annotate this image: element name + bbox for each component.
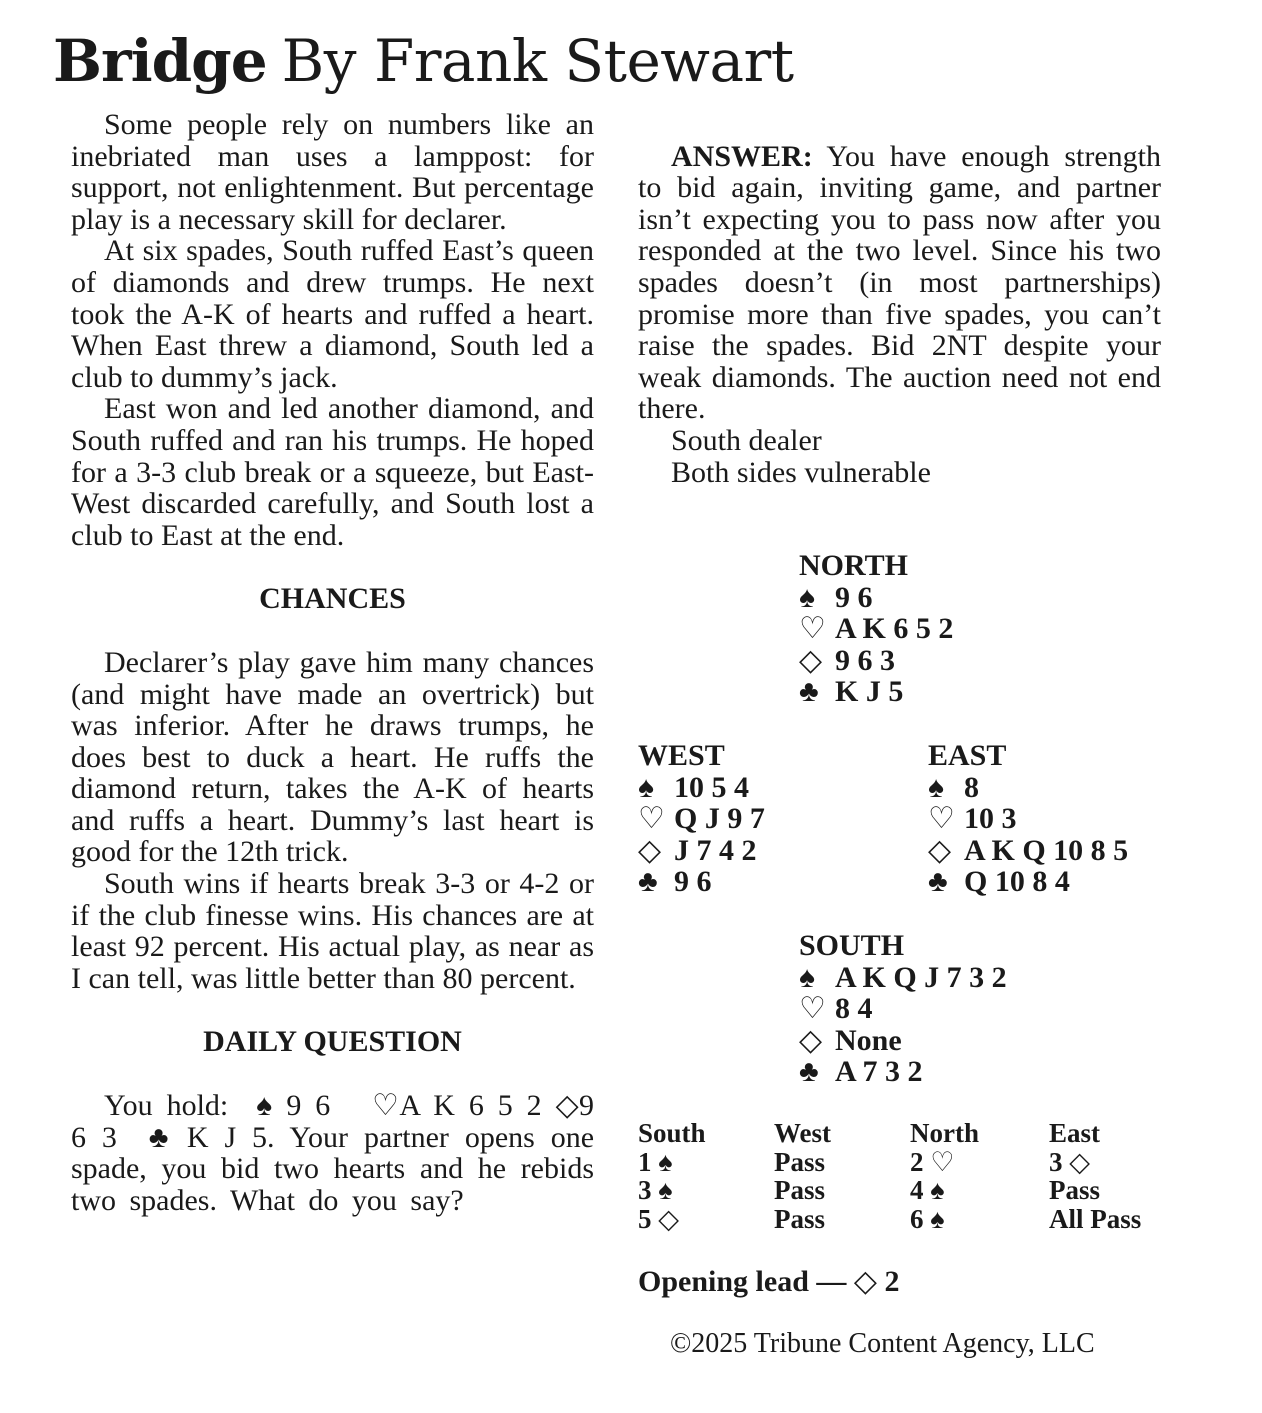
west-clubs: 9 6 xyxy=(674,865,712,899)
south-diamonds: None xyxy=(835,1023,902,1057)
daily-question-heading: DAILY QUESTION xyxy=(203,1025,462,1059)
bid-level: 6 xyxy=(910,1203,924,1234)
east-hearts: 10 3 xyxy=(964,802,1017,836)
heart-icon: ♡ xyxy=(638,802,665,836)
heart-icon: ♡ xyxy=(799,992,826,1026)
north-diamonds: 9 6 3 xyxy=(835,643,895,677)
south-label: SOUTH xyxy=(799,929,905,962)
club-icon: ♣ xyxy=(638,865,658,899)
intro-paragraph: East won and led another diamond, and South ruffed and ran his trumps. He hoped for a 3-3 club break or a squeeze, but East-West discarded carefully, and South lost a club to East at the end. xyxy=(71,392,594,552)
spade-icon: ♠ xyxy=(256,1089,273,1123)
auction-row xyxy=(638,1176,1179,1205)
intro-paragraph: At six spades, South ruffed East’s queen of diamonds and drew trumps. He next took the A-K of hearts and ruffed a heart. When East threw a diamond, South led a club to dummy’s jack. xyxy=(71,234,594,394)
bid-pass: Pass xyxy=(774,1203,826,1234)
right-column xyxy=(638,109,1161,488)
spade-icon: ♠ xyxy=(799,580,815,614)
heart-icon: ♡ xyxy=(372,1089,400,1123)
east-label: EAST xyxy=(928,739,1007,772)
spade-icon: ♠ xyxy=(638,770,654,804)
opening-lead-card: 2 xyxy=(884,1265,900,1298)
bid-level: 4 xyxy=(910,1175,924,1205)
question-hearts: A K 6 5 2 xyxy=(399,1089,542,1123)
bid-pass: Pass xyxy=(774,1146,826,1177)
diamond-icon: ◇ xyxy=(638,833,662,867)
east-clubs: Q 10 8 4 xyxy=(964,865,1070,899)
copyright: ©2025 Tribune Content Agency, LLC xyxy=(670,1328,1095,1359)
opening-lead-label: Opening lead — xyxy=(638,1265,847,1298)
auction-header: South xyxy=(638,1118,706,1148)
heart-icon: ♡ xyxy=(930,1146,955,1177)
bid-pass: Pass xyxy=(774,1175,826,1205)
club-icon: ♣ xyxy=(928,865,948,899)
diamond-icon: ◇ xyxy=(799,1023,823,1057)
diamond-icon: ◇ xyxy=(1069,1146,1091,1177)
answer-paragraph xyxy=(638,141,1161,425)
east-hand xyxy=(928,740,1128,898)
chances-heading: CHANCES xyxy=(259,582,406,616)
east-spades: 8 xyxy=(964,770,979,804)
spade-icon: ♠ xyxy=(658,1175,673,1205)
south-spades: A K Q J 7 3 2 xyxy=(835,960,1007,994)
spade-icon: ♠ xyxy=(930,1203,945,1234)
north-hearts: A K 6 5 2 xyxy=(835,612,954,646)
auction-row xyxy=(638,1205,1179,1234)
answer-text: You have enough strength to bid again, inviting game, and partner isn’t expecting you to pass now after you responded at the two level. Since his two spades doesn’t (in most partnerships) promise more than five spades, you can’t raise the spades. Bid 2NT despite your weak diamonds. The auction need not end there. xyxy=(638,139,1162,426)
spade-icon: ♠ xyxy=(928,770,944,804)
dealer-info: South dealer xyxy=(671,423,822,457)
club-icon: ♣ xyxy=(799,1055,819,1089)
byline: By Frank Stewart xyxy=(281,27,794,95)
auction-row xyxy=(638,1148,1179,1177)
intro-paragraph: Some people rely on numbers like an inebriated man uses a lamppost: for support, not enlightenment. But percentage play is a necessary skill for declarer. xyxy=(71,108,594,236)
column-title: Bridge xyxy=(53,27,267,95)
south-hand xyxy=(799,930,1007,1088)
west-diamonds: J 7 4 2 xyxy=(674,833,757,867)
spade-icon: ♠ xyxy=(658,1146,673,1177)
auction-header: North xyxy=(910,1118,979,1148)
west-hand xyxy=(638,740,765,898)
north-spades: 9 6 xyxy=(835,580,873,614)
bid-level: 1 xyxy=(638,1146,652,1177)
vulnerability-info: Both sides vulnerable xyxy=(671,455,931,489)
chances-paragraph: Declarer’s play gave him many chances (and might have made an overtrick) but was inferior. After he draws trumps, he does best to duck a heart. He ruffs the diamond return, takes the A-K of hearts and ruffs a heart. Dummy’s last heart is good for the 12th trick. xyxy=(71,645,594,869)
question-clubs: K J 5. xyxy=(186,1120,275,1154)
club-icon: ♣ xyxy=(148,1120,171,1154)
heart-icon: ♡ xyxy=(799,612,826,646)
bid-pass: Pass xyxy=(1049,1175,1101,1205)
east-diamonds: A K Q 10 8 5 xyxy=(964,833,1129,867)
auction-header: East xyxy=(1049,1118,1101,1148)
question-text: Your partner opens one spade, you bid two hearts and he rebids two spades. What do you say? xyxy=(71,1120,595,1217)
bid-all-pass: All Pass xyxy=(1049,1203,1142,1234)
chances-paragraph: South wins if hearts break 3-3 or 4-2 or if the club finesse wins. His chances are at least 92 percent. His actual play, as near as I can tell, was little better than 80 percent. xyxy=(71,867,594,995)
west-label: WEST xyxy=(638,739,725,772)
club-icon: ♣ xyxy=(799,675,819,709)
you-hold-label: You hold: xyxy=(104,1089,229,1123)
south-hearts: 8 4 xyxy=(835,992,873,1026)
north-clubs: K J 5 xyxy=(835,675,904,709)
diamond-icon: ◇ xyxy=(799,643,823,677)
answer-label: ANSWER: xyxy=(671,139,813,173)
auction-table xyxy=(638,1119,1179,1233)
diamond-icon: ◇ xyxy=(555,1089,580,1123)
spade-icon: ♠ xyxy=(930,1175,945,1205)
south-clubs: A 7 3 2 xyxy=(835,1055,923,1089)
masthead xyxy=(53,26,794,97)
question-spades: 9 6 xyxy=(286,1089,331,1123)
west-spades: 10 5 4 xyxy=(674,770,749,804)
bid-level: 2 xyxy=(910,1146,924,1177)
auction-header-row xyxy=(638,1119,1179,1148)
spade-icon: ♠ xyxy=(799,960,815,994)
west-hearts: Q J 9 7 xyxy=(674,802,765,836)
bid-level: 5 xyxy=(638,1203,652,1234)
bid-level: 3 xyxy=(1049,1146,1063,1177)
auction-header: West xyxy=(774,1118,831,1148)
diamond-icon: ◇ xyxy=(658,1203,680,1234)
daily-question-paragraph xyxy=(71,1090,594,1216)
diamond-icon: ◇ xyxy=(853,1265,877,1298)
bid-level: 3 xyxy=(638,1175,652,1205)
opening-lead xyxy=(638,1264,899,1299)
left-column xyxy=(71,109,594,1216)
north-hand xyxy=(799,550,953,708)
heart-icon: ♡ xyxy=(928,802,955,836)
diamond-icon: ◇ xyxy=(928,833,952,867)
north-label: NORTH xyxy=(799,549,908,582)
question-diamonds: 9 6 3 xyxy=(71,1089,595,1154)
